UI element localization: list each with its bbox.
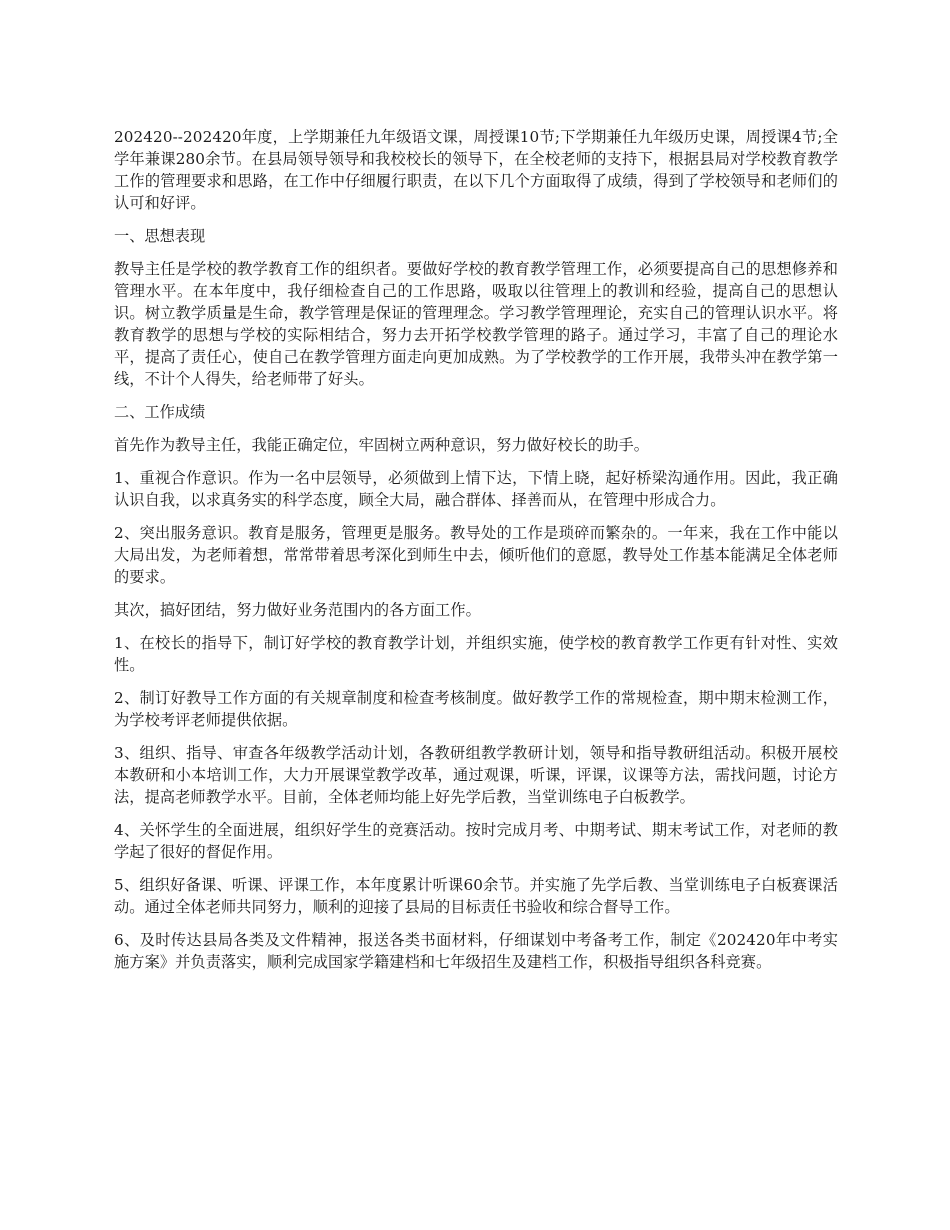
- list-item: 3、组织、指导、审查各年级教学活动计划，各教研组教学教研计划，领导和指导教研组活动。积极开展校本教研和小本培训工作，大力开展课堂教学改革，通过观课，听课，评课，议课等方法，需找问题，讨论方法，提高老师教学水平。目前，全体老师均能上好先学后教，当堂训练电子白板教学。: [114, 744, 838, 806]
- intro-paragraph: 202420--202420年度，上学期兼任九年级语文课，周授课10节;下学期兼任九年级历史课，周授课4节;全学年兼课280余节。在县局领导领导和我校校长的领导下，在全校老师的支持下，根据县局对学校教育教学工作的管理要求和思路，在工作中仔细履行职责，在以下几个方面取得了成绩，得到了学校领导和老师们的认可和好评。: [114, 128, 838, 212]
- list-item: 2、制订好教导工作方面的有关规章制度和检查考核制度。做好教学工作的常规检查，期中期末检测工作，为学校考评老师提供依据。: [114, 689, 838, 729]
- list-item: 5、组织好备课、听课、评课工作，本年度累计听课60余节。并实施了先学后教、当堂训练电子白板赛课活动。通过全体老师共同努力，顺利的迎接了县局的目标责任书验收和综合督导工作。: [114, 876, 838, 916]
- list-item: 2、突出服务意识。教育是服务，管理更是服务。教导处的工作是琐碎而繁杂的。一年来，我在工作中能以大局出发，为老师着想，常常带着思考深化到师生中去，倾听他们的意愿，教导处工作基本能满足全体老师的要求。: [114, 524, 838, 586]
- second-intro-paragraph: 其次，搞好团结，努力做好业务范围内的各方面工作。: [114, 601, 481, 619]
- document-page: [114, 126, 838, 984]
- list-item: 1、在校长的指导下，制订好学校的教育教学计划，并组织实施，使学校的教育教学工作更有针对性、实效性。: [114, 634, 838, 674]
- list-item: 1、重视合作意识。作为一名中层领导，必须做到上情下达，下情上晓，起好桥梁沟通作用。因此，我正确认识自我，以求真务实的科学态度，顾全大局，融合群体、择善而从，在管理中形成合力。: [114, 469, 838, 509]
- first-intro-paragraph: 首先作为教导主任，我能正确定位，牢固树立两种意识，努力做好校长的助手。: [114, 436, 650, 454]
- thought-paragraph: 教导主任是学校的教学教育工作的组织者。要做好学校的教育教学管理工作，必须要提高自己的思想修养和管理水平。在本年度中，我仔细检查自己的工作思路，吸取以往管理上的教训和经验，提高自己的思想认识。树立教学质量是生命，教学管理是保证的管理理念。学习教学管理理论，充实自己的管理认识水平。将教育教学的思想与学校的实际相结合，努力去开拓学校教学管理的路子。通过学习，丰富了自己的理论水平，提高了责任心，使自己在教学管理方面走向更加成熟。为了学校教学的工作开展，我带头冲在教学第一线，不计个人得失，给老师带了好头。: [114, 260, 838, 388]
- list-item: 6、及时传达县局各类及文件精神，报送各类书面材料，仔细谋划中考备考工作，制定《202420年中考实施方案》并负责落实，顺利完成国家学籍建档和七年级招生及建档工作，积极指导组织各科竞赛。: [114, 931, 838, 971]
- list-item: 4、关怀学生的全面进展，组织好学生的竞赛活动。按时完成月考、中期考试、期末考试工作，对老师的教学起了很好的督促作用。: [114, 821, 838, 861]
- section-heading-thought: 一、思想表现: [114, 227, 206, 245]
- section-heading-achievements: 二、工作成绩: [114, 403, 206, 421]
